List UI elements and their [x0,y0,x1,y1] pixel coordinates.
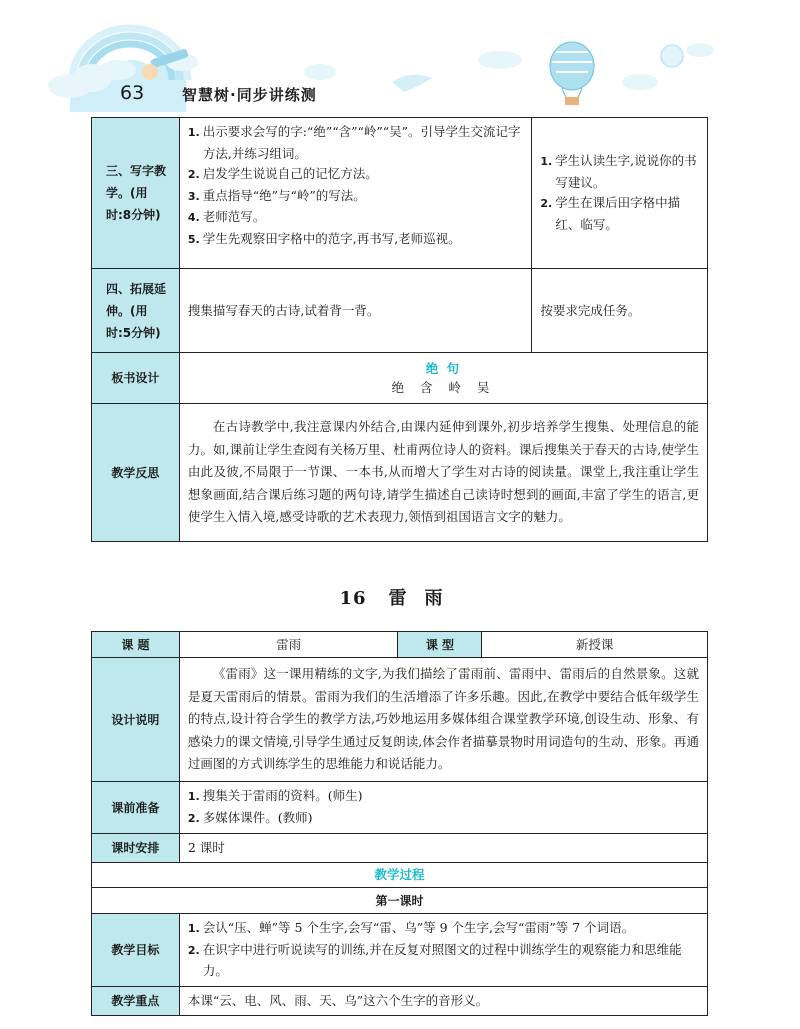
goals-label: 教学目标 [92,914,180,987]
period-heading: 第一课时 [92,888,708,914]
extension-teacher-cell: 搜集描写春天的古诗,试着背一背。 [179,269,531,353]
writing-student-cell [532,118,708,269]
list-item: 4. 老师范写。 [187,209,266,224]
schedule-row [92,834,708,863]
prep-label: 课前准备 [92,782,180,834]
goals-cell [179,914,707,987]
list-item: 1. 搜集关于雷雨的资料。(师生) [187,788,363,803]
schedule-label: 课时安排 [92,834,180,863]
board-title: 绝 句 [425,361,462,376]
writing-student-steps [540,151,699,235]
list-item: 2. 在识字中进行听说读写的训练,并在反复对照图文的过程中训练学生的观察能力和思维能力。 [187,941,682,978]
topic-row [92,632,708,658]
process-heading: 教学过程 [92,863,708,888]
design-label: 设计说明 [92,658,180,782]
writing-teacher-steps [188,122,523,250]
list-item: 2. 多媒体课件。(教师) [187,809,313,825]
type-label: 课 型 [398,632,482,658]
lesson-plan-table-continued [91,117,708,542]
prep-row [92,782,708,834]
lesson-plan-table [91,631,708,1016]
list-item: 3. 重点指导“绝”与“岭”的写法。 [187,187,366,203]
schedule-value: 2 课时 [179,834,707,863]
header-banner [0,0,800,112]
board-cell [179,353,707,404]
page-number: 63 [120,82,145,104]
extension-label: 四、拓展延伸。(用时:5分钟) [92,269,180,353]
type-value: 新授课 [482,632,708,658]
board-row [92,353,708,404]
topic-label: 课 题 [92,632,180,658]
process-row [92,863,708,888]
lesson-heading [0,584,800,610]
hot-air-balloon-icon [550,42,594,105]
design-text: 《雷雨》这一课用精练的文字,为我们描绘了雷雨前、雷雨中、雷雨后的自然景象。这就是夏天雷雨后的情景。雷雨为我们的生活增添了许多乐趣。因此,在教学中要结合低年级学生的特点,设计符合学生的教学方法,巧妙地运用多媒体组合课堂教学环境,创设生动、形象、有感染力的课文情境,引导学生通过反复朗读,体会作者描摹景物时用词造句的生动、形象。再通过画图的方式训练学生的思维能力和说话能力。 [187,666,699,772]
sun-icon [661,45,683,67]
reflection-cell [179,404,707,542]
focus-row [92,986,708,1015]
reflection-label: 教学反思 [92,404,180,542]
list-item: 2. 启发学生说说自己的记忆方法。 [187,166,378,181]
goals-row [92,914,708,987]
focus-value: 本课“云、电、风、雨、天、乌”这六个生字的音形义。 [179,986,707,1015]
list-item: 1. 会认“压、蝉”等 5 个生字,会写“雷、乌”等 9 个生字,会写“雷雨”等 7 个词语。 [187,920,635,935]
list-item: 1. 学生认读生字,说说你的书写建议。 [540,153,697,190]
goals-list [188,918,699,982]
list-item: 5. 学生先观察田字格中的范字,再书写,老师巡视。 [187,230,461,246]
prep-cell [179,782,707,834]
series-title: 智慧树·同步讲练测 [182,86,317,104]
writing-label: 三、写字教学。(用时:8分钟) [92,118,180,269]
reflection-text: 在古诗教学中,我注意课内外结合,由课内延伸到课外,初步培养学生搜集、处理信息的能力。如,课前让学生查阅有关杨万里、杜甫两位诗人的资料。课后搜集关于春天的古诗,使学生由此及彼,不局限于一节课、一本书,从而增大了学生对古诗的阅读量。课堂上,我注重让学生想象画面,结合课后练习题的两句诗,请学生描述自己读诗时想到的画面,丰富了学生的语言,更使学生入情入境,感受诗歌的艺术表现力,领悟到祖国语言文字的魅力。 [187,419,699,525]
writing-row [92,118,708,269]
focus-label: 教学重点 [92,986,180,1015]
extension-student-cell: 按要求完成任务。 [532,269,708,353]
board-label: 板书设计 [92,353,180,404]
prep-list [188,786,699,829]
design-cell [179,658,707,782]
list-item: 1. 出示要求会写的字:“绝”“含”“岭”“吴”。引导学生交流记字方法,并练习组词。 [187,124,521,161]
lesson-title: 雷雨 [388,588,461,609]
lesson-number: 16 [339,588,367,609]
writing-teacher-cell [179,118,531,269]
board-chars: 绝 含 岭 吴 [391,380,496,395]
reflection-row [92,404,708,542]
topic-value: 雷雨 [179,632,398,658]
bird-icon [392,75,432,92]
list-item: 2. 学生在课后田字格中描红、临写。 [540,195,681,232]
extension-row [92,269,708,353]
design-row [92,658,708,782]
period-row [92,888,708,914]
